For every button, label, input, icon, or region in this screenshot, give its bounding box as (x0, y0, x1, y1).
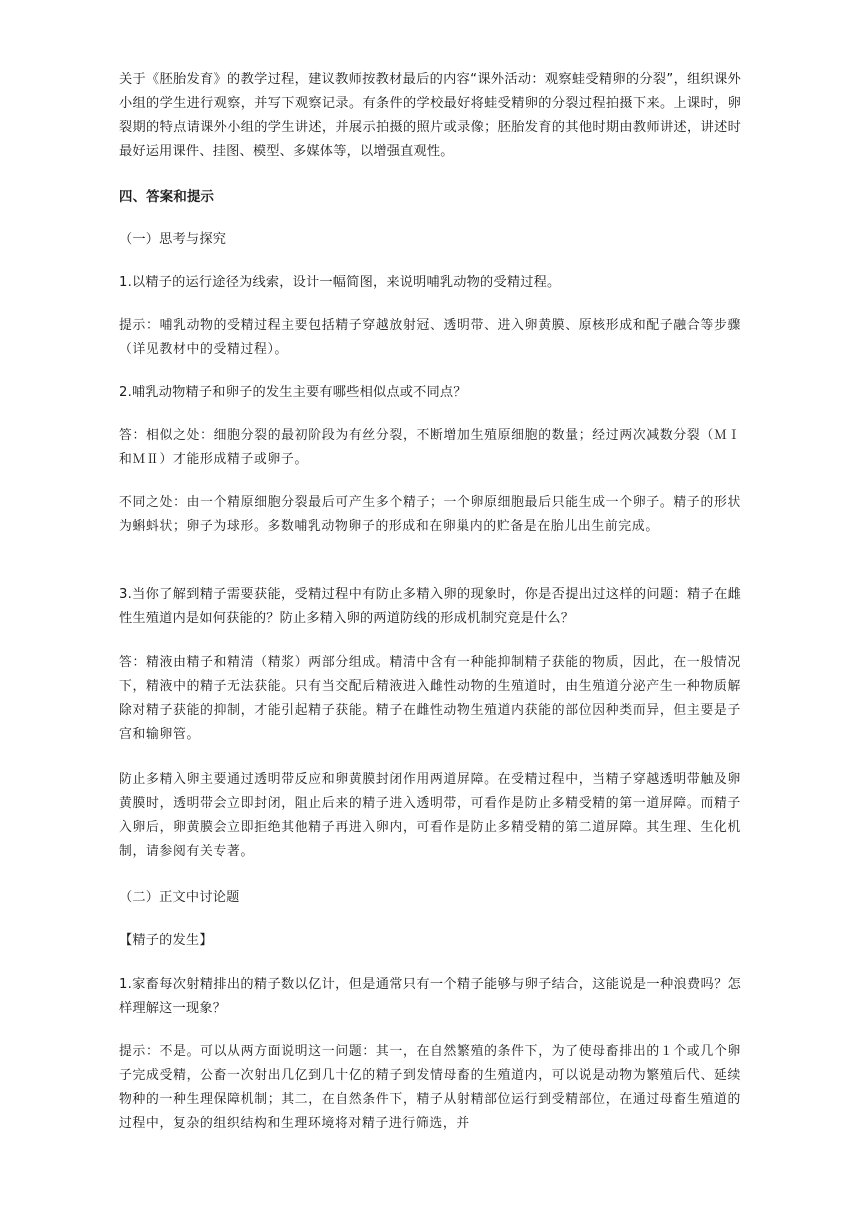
intro-paragraph: 关于《胚胎发育》的教学过程，建议教师按教材最后的内容“课外活动：观察蛙受精卵的分裂”，组织课外小组的学生进行观察，并写下观察记录。有条件的学校最好将蛙受精卵的分裂过程拍摄下来。上课时，卵裂期的特点请课外小组的学生讲述，并展示拍摄的照片或录像；胚胎发育的其他时期由教师讲述，讲述时最好运用课件、挂图、模型、多媒体等，以增强直观性。 (119, 72, 741, 159)
section-heading: 四、答案和提示 (119, 190, 215, 205)
answer-4: 提示：不是。可以从两方面说明这一问题：其一，在自然繁殖的条件下，为了使母畜排出的１个或几个卵子完成受精，公畜一次射出几亿到几十亿的精子到发情母畜的生殖道内，可以说是动物为繁殖后代、延续物种的一种生理保障机制；其二，在自然条件下，精子从射精部位运行到受精部位，在通过母畜生殖道的过程中，复杂的组织结构和生理环境将对精子进行筛选，并 (119, 1044, 741, 1131)
answer-3-part2: 防止多精入卵主要通过透明带反应和卵黄膜封闭作用两道屏障。在受精过程中，当精子穿越透明带触及卵黄膜时，透明带会立即封闭，阻止后来的精子进入透明带，可看作是防止多精受精的第一道屏障。而精子入卵后，卵黄膜会立即拒绝其他精子再进入卵内，可看作是防止多精受精的第二道屏障。其生理、生化机制，请参阅有关专著。 (119, 772, 741, 859)
answer-3-part1: 答：精液由精子和精清（精浆）两部分组成。精清中含有一种能抑制精子获能的物质，因此，在一般情况下，精液中的精子无法获能。只有当交配后精液进入雌性动物的生殖道时，由生殖道分泌产生一种物质解除对精子获能的抑制，才能引起精子获能。精子在雌性动物生殖道内获能的部位因种类而异，但主要是子宫和输卵管。 (119, 655, 741, 742)
question-2: 2.哺乳动物精子和卵子的发生主要有哪些相似点或不同点？ (119, 385, 467, 400)
question-3: 3.当你了解到精子需要获能，受精过程中有防止多精入卵的现象时，你是否提出过这样的问题：精子在雌性生殖道内是如何获能的？防止多精入卵的两道防线的形成机制究竟是什么？ (119, 587, 741, 626)
topic-heading: 【精子的发生】 (119, 933, 213, 948)
subsection-heading-think: （一）思考与探究 (119, 232, 227, 247)
question-1: 1.以精子的运行途径为线索，设计一幅简图，来说明哺乳动物的受精过程。 (119, 275, 561, 290)
question-4: 1.家畜每次射精排出的精子数以亿计，但是通常只有一个精子能够与卵子结合，这能说是一种浪费吗？怎样理解这一现象？ (119, 977, 741, 1016)
answer-2-different: 不同之处：由一个精原细胞分裂最后可产生多个精子；一个卵原细胞最后只能生成一个卵子。精子的形状为蝌蚪状；卵子为球形。多数哺乳动物卵子的形成和在卵巢内的贮备是在胎儿出生前完成。 (119, 495, 741, 534)
subsection-heading-discussion: （二）正文中讨论题 (119, 890, 240, 905)
answer-1: 提示：哺乳动物的受精过程主要包括精子穿越放射冠、透明带、进入卵黄膜、原核形成和配子融合等步骤（详见教材中的受精过程）。 (119, 318, 741, 357)
answer-2-similar: 答：相似之处：细胞分裂的最初阶段为有丝分裂，不断增加生殖原细胞的数量；经过两次减数分裂（ＭⅠ和ＭⅡ）才能形成精子或卵子。 (119, 428, 741, 467)
